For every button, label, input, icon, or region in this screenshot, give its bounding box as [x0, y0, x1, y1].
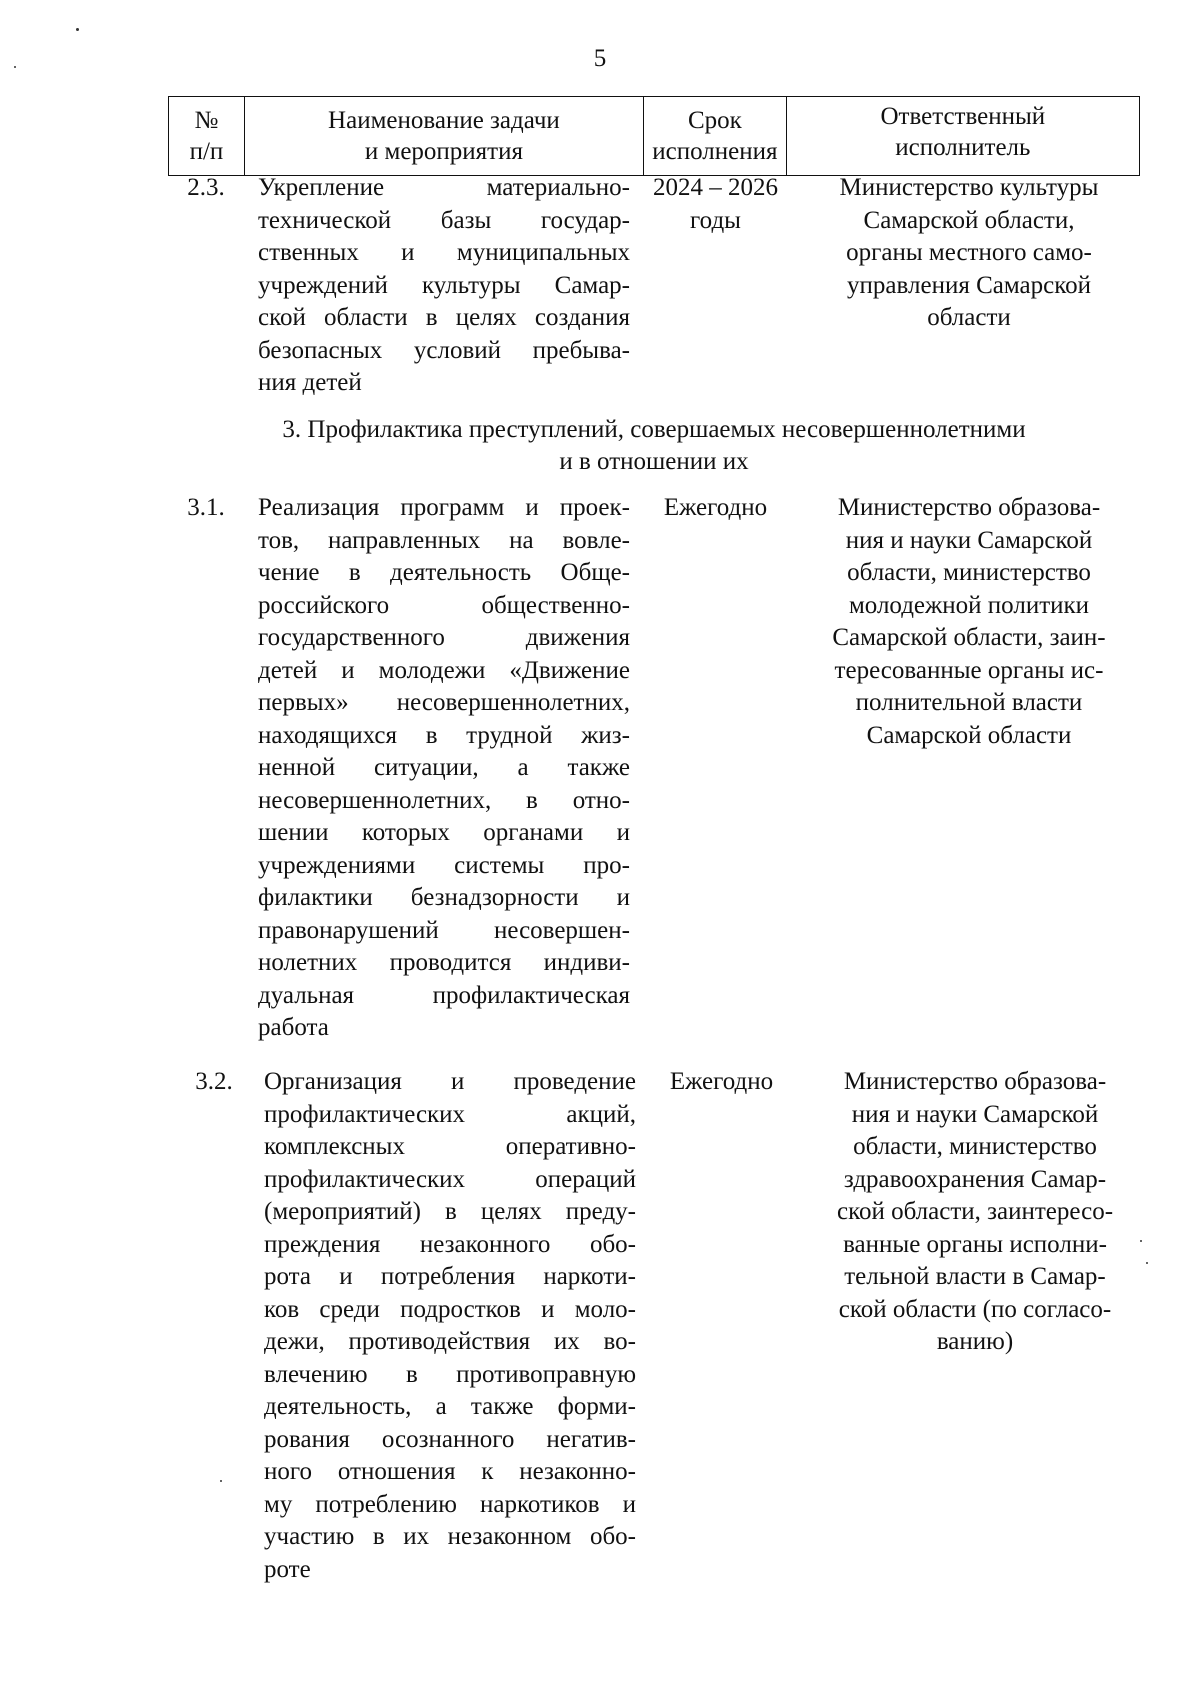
responsible-line: Министерство образова- [837, 494, 1101, 521]
scan-speck [76, 28, 79, 31]
header-col-task-line: Наименование задачи [328, 107, 560, 134]
header-col-number-line: № [194, 107, 219, 134]
task-line: влечению в противоправную [264, 1360, 636, 1388]
task-line: профилактических акций, [264, 1100, 636, 1128]
header-col-term-line: Срок [687, 107, 742, 134]
header-col-task [245, 97, 644, 175]
row-task [264, 1066, 636, 1586]
header-col-term [644, 97, 787, 175]
responsible-line: управления Самарской [847, 271, 1091, 299]
task-line: находящихся в трудной жиз- [258, 721, 630, 749]
task-line: Укрепление материально- [258, 174, 630, 201]
task-line: технической базы государ- [258, 206, 630, 234]
task-line: нолетних проводится индиви- [258, 949, 630, 976]
responsible-line: Министерство культуры [839, 174, 1099, 201]
responsible-line: Самарской области, заин- [832, 624, 1106, 651]
task-line: ного отношения к незаконно- [264, 1458, 636, 1485]
page-number: 5 [593, 45, 607, 72]
responsible-line: Самарской области [866, 721, 1072, 749]
task-line: российского общественно- [258, 591, 630, 619]
task-line: детей и молодежи «Движение [258, 656, 630, 684]
responsible-line: Самарской области, [863, 206, 1075, 234]
task-line: филактики безнадзорности и [258, 884, 630, 911]
task-line: участию в их незаконном обо- [264, 1523, 636, 1550]
task-line: рота и потребления наркоти- [264, 1263, 636, 1290]
header-col-responsible-line: исполнитель [895, 134, 1031, 161]
task-line: рования осознанного негатив- [264, 1425, 636, 1453]
term-line: годы [690, 206, 741, 234]
responsible-line: ванию) [936, 1328, 1014, 1355]
responsible-line: ской области (по согласо- [838, 1295, 1112, 1323]
header-col-task-line: и мероприятия [364, 138, 523, 165]
task-line: деятельность, а также форми- [264, 1393, 636, 1420]
responsible-line: органы местного само- [846, 239, 1092, 266]
row-responsible [810, 1066, 1140, 1359]
task-line: учреждений культуры Самар- [258, 271, 630, 299]
row-number: 3.2. [195, 1068, 233, 1095]
section-heading [168, 414, 1140, 478]
table-header [168, 96, 1140, 176]
row-task [258, 172, 630, 400]
task-line: государственного движения [258, 624, 630, 651]
row-number: 2.3. [187, 174, 225, 201]
responsible-line: ния и науки Самарской [845, 526, 1093, 554]
task-line: учреждениями системы про- [258, 851, 630, 879]
task-line: несовершеннолетних, в отно- [258, 786, 630, 814]
row-task [258, 492, 630, 1045]
header-col-responsible [787, 97, 1139, 175]
task-line: работа [258, 1014, 329, 1041]
task-line: дежи, противодействия их во- [264, 1328, 636, 1355]
term-line: Ежегодно [663, 494, 768, 521]
responsible-line: Министерство образова- [843, 1068, 1107, 1095]
task-line: тов, направленных на вовле- [258, 526, 630, 554]
responsible-line: ванные органы исполни- [843, 1230, 1107, 1258]
responsible-line: области, министерство [853, 1133, 1097, 1160]
task-line: Организация и проведение [264, 1068, 636, 1095]
task-line: ственных и муниципальных [258, 239, 630, 266]
task-line: ненной ситуации, а также [258, 754, 630, 781]
task-line: первых» несовершеннолетних, [258, 689, 630, 716]
task-line: профилактических операций [264, 1165, 636, 1193]
responsible-line: тересованные органы ис- [834, 656, 1104, 684]
term-line: 2024 – 2026 [653, 174, 778, 201]
header-col-responsible-line: Ответственный [880, 103, 1046, 130]
task-line: безопасных условий пребыва- [258, 336, 630, 364]
scan-speck [1146, 1262, 1148, 1264]
task-line: правонарушений несовершен- [258, 916, 630, 944]
responsible-line: области [927, 304, 1011, 331]
responsible-line: ния и науки Самарской [851, 1100, 1099, 1128]
header-col-number [169, 97, 245, 175]
responsible-line: ской области, заинтересо- [836, 1198, 1114, 1225]
scan-speck [1140, 1240, 1142, 1242]
responsible-line: молодежной политики [848, 591, 1090, 619]
table-row-3-2 [168, 1066, 1140, 1596]
table-row-3-1 [168, 492, 1140, 1052]
task-line: преждения незаконного обо- [264, 1230, 636, 1258]
responsible-line: области, министерство [847, 559, 1091, 586]
task-line: роте [264, 1555, 311, 1583]
task-line: ния детей [258, 369, 362, 396]
scan-speck [14, 66, 16, 68]
responsible-line: тельной власти в Самар- [844, 1263, 1106, 1290]
row-number: 3.1. [187, 494, 225, 521]
header-col-number-line: п/п [189, 138, 224, 165]
task-line: му потреблению наркотиков и [264, 1490, 636, 1518]
row-responsible [804, 492, 1134, 752]
task-line: Реализация программ и проек- [258, 494, 630, 521]
task-line: ков среди подростков и моло- [264, 1295, 636, 1323]
task-line: ской области в целях создания [258, 304, 630, 331]
row-term [644, 172, 787, 237]
task-line: дуальная профилактическая [258, 981, 630, 1009]
task-line: чение в деятельность Обще- [258, 559, 630, 586]
task-line: (мероприятий) в целях преду- [264, 1198, 636, 1225]
row-term [650, 1066, 793, 1099]
task-line: комплексных оперативно- [264, 1133, 636, 1160]
responsible-line: полнительной власти [855, 689, 1083, 716]
section-heading-line: и в отношении их [559, 448, 749, 475]
row-term [644, 492, 787, 525]
task-line: шении которых органами и [258, 819, 630, 846]
table-row-2-3 [168, 172, 1140, 412]
header-col-term-line: исполнения [652, 138, 778, 165]
term-line: Ежегодно [669, 1068, 774, 1095]
row-responsible [804, 172, 1134, 335]
responsible-line: здравоохранения Самар- [843, 1165, 1107, 1193]
scan-speck [220, 1480, 222, 1482]
section-heading-line: 3. Профилактика преступлений, совершаемых несовершеннолетними [282, 416, 1026, 443]
